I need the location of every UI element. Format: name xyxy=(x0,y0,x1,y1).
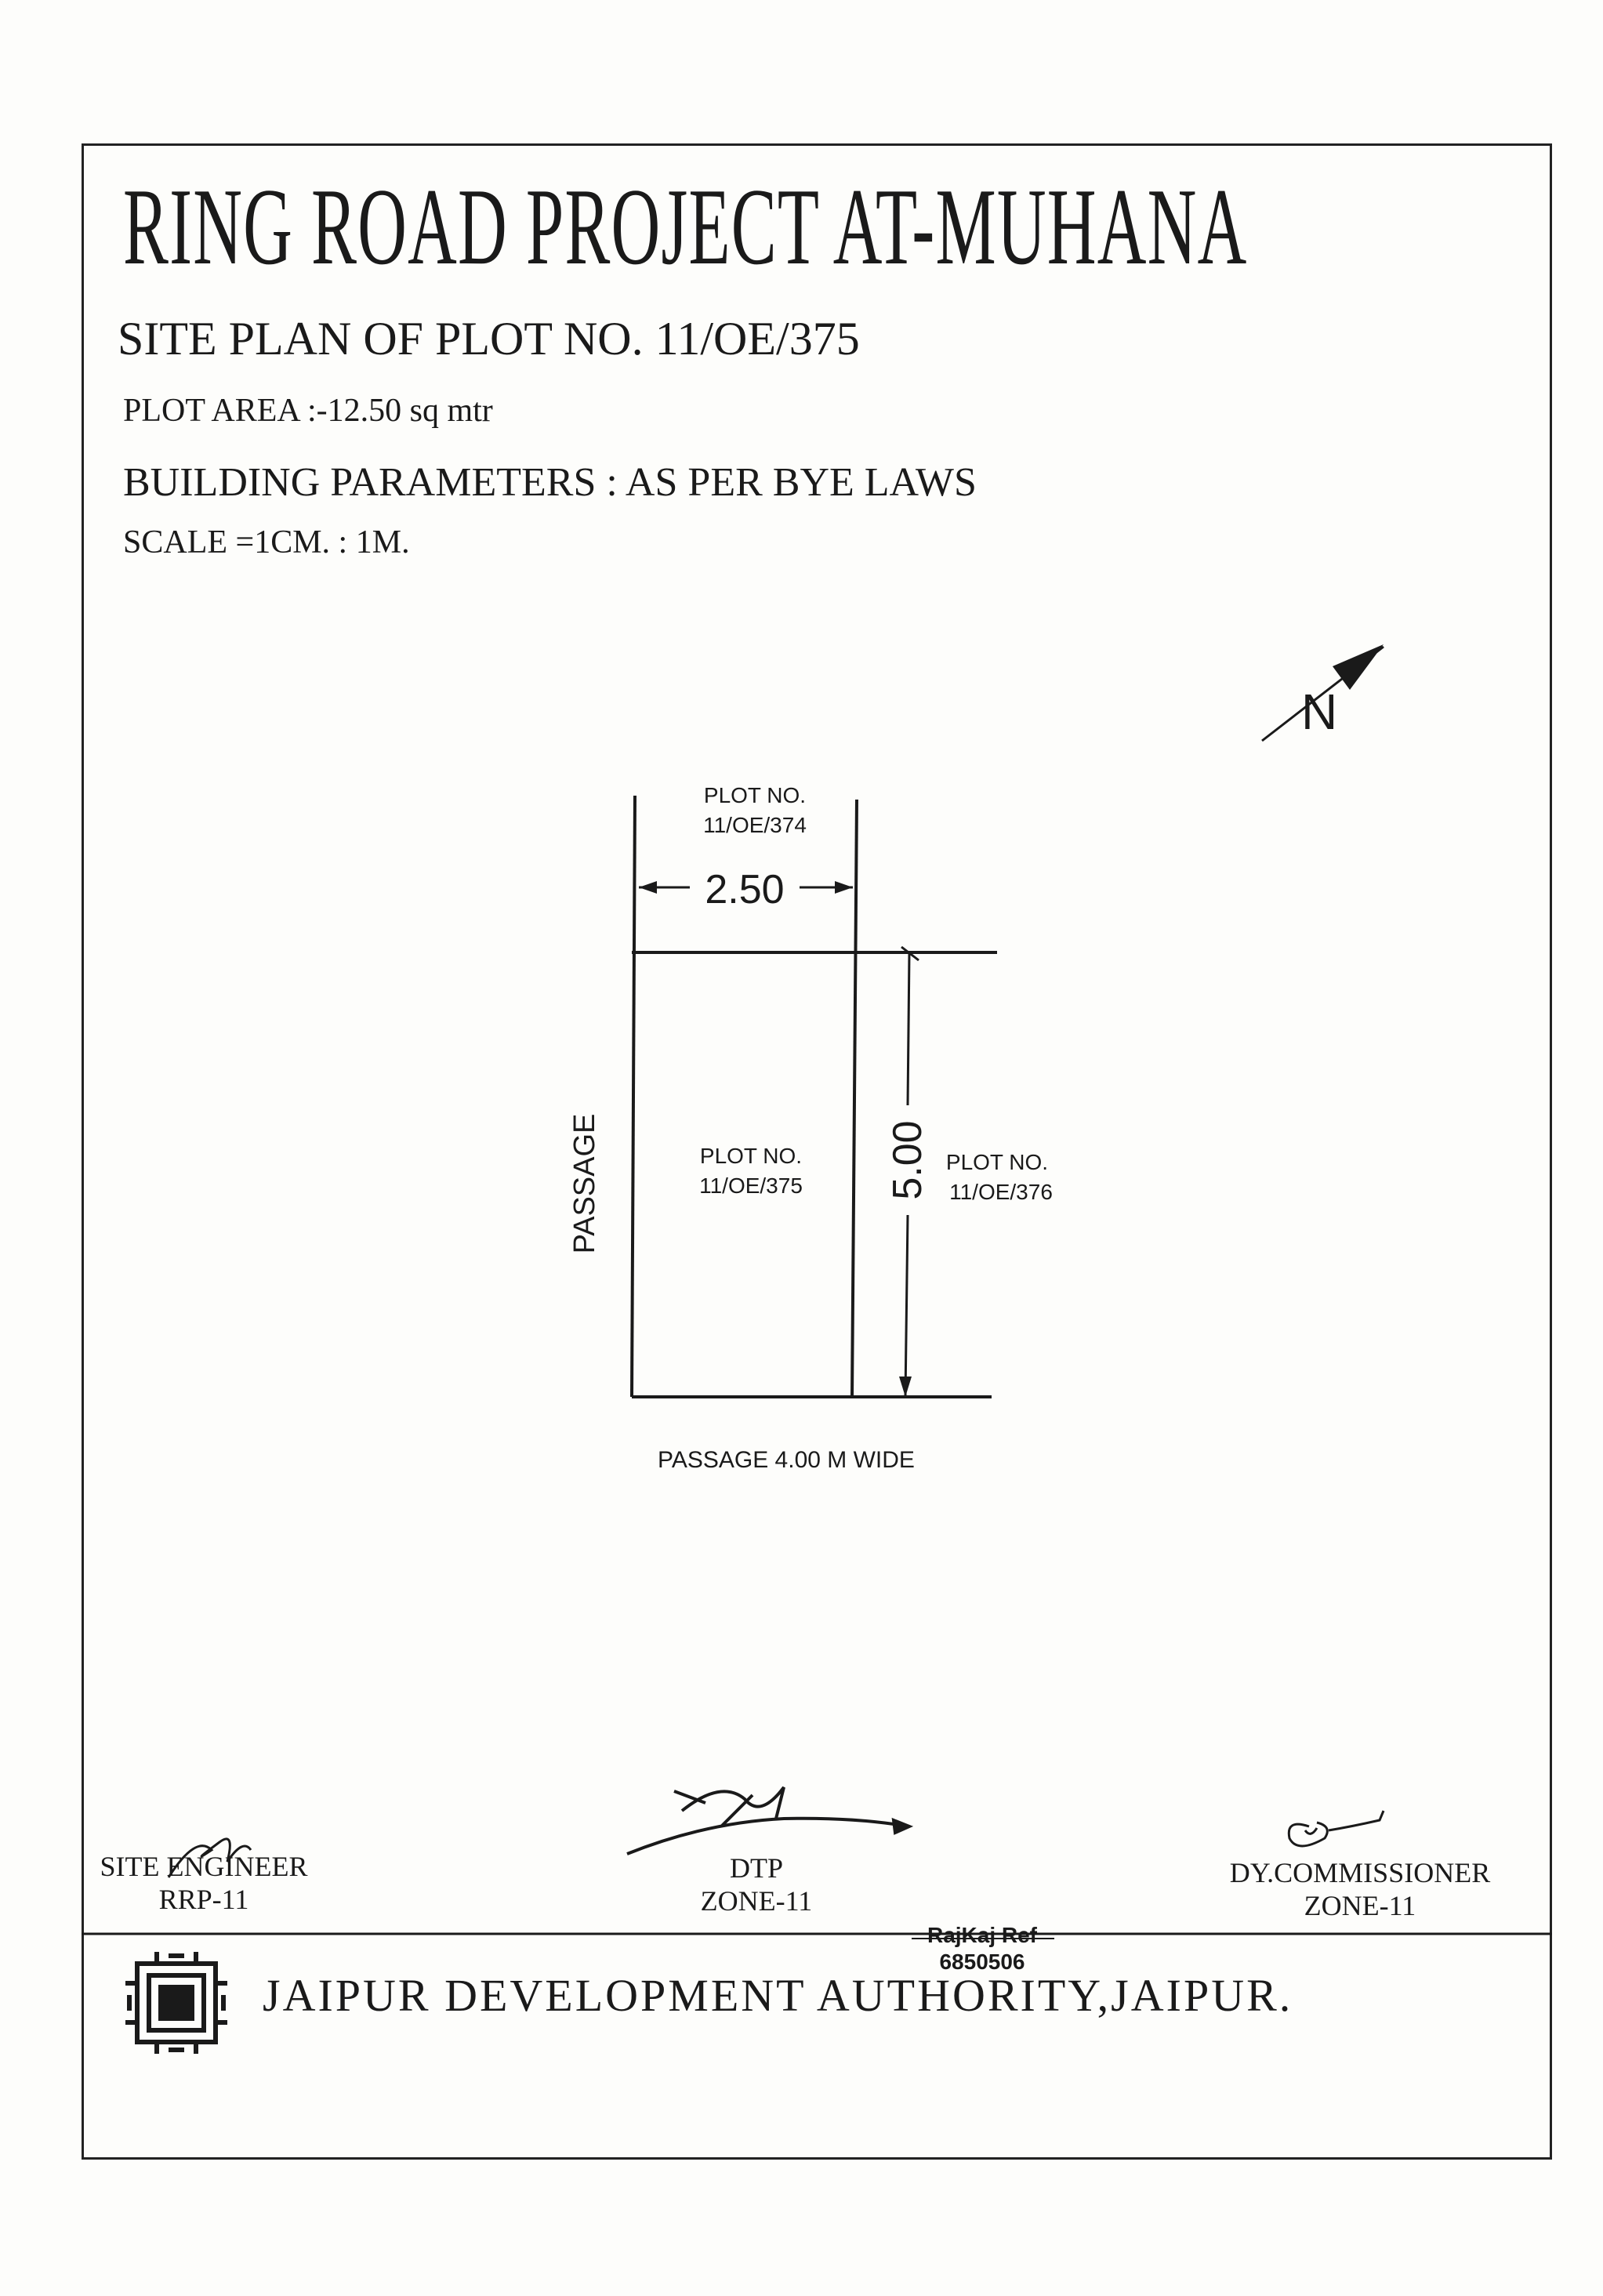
dtp-zone: ZONE-11 xyxy=(700,1885,813,1917)
length-dimension-label: 5.00 xyxy=(885,1120,930,1200)
north-label: N xyxy=(1301,684,1338,740)
site-engineer-title: SITE ENGINEER xyxy=(100,1851,308,1882)
plot-area-text: PLOT AREA :-12.50 sq mtr xyxy=(123,393,493,429)
building-parameters-text: BUILDING PARAMETERS : AS PER BYE LAWS xyxy=(123,460,977,505)
left-passage-label: PASSAGE xyxy=(568,1113,601,1254)
length-dimension xyxy=(885,947,930,1397)
north-arrow-icon xyxy=(1262,644,1384,741)
plot-374-label-line1: PLOT NO. xyxy=(703,783,807,807)
plot-376-label-line2: 11/OE/376 xyxy=(949,1180,1053,1204)
plot-outline xyxy=(632,796,997,1397)
dtp-title: DTP xyxy=(729,1852,783,1884)
scale-text: SCALE =1CM. : 1M. xyxy=(123,524,410,560)
width-dimension-label: 2.50 xyxy=(705,867,785,912)
dy-commissioner-signature xyxy=(1289,1811,1384,1846)
dy-commissioner-zone: ZONE-11 xyxy=(1304,1890,1416,1921)
dtp-signature xyxy=(627,1787,909,1854)
reference-label: RajKaj Ref xyxy=(927,1923,1038,1947)
authority-name: JAIPUR DEVELOPMENT AUTHORITY,JAIPUR. xyxy=(263,1970,1293,2021)
site-engineer-unit: RRP-11 xyxy=(158,1884,249,1915)
dy-commissioner-title: DY.COMMISSIONER xyxy=(1229,1857,1491,1888)
plot-375-label-line2: 11/OE/375 xyxy=(699,1173,803,1198)
plot-375-label-line1: PLOT NO. xyxy=(699,1144,803,1168)
bottom-passage-label: PASSAGE 4.00 M WIDE xyxy=(658,1447,915,1473)
document-title: RING ROAD PROJECT AT-MUHANA xyxy=(123,166,1248,288)
jda-logo-icon xyxy=(125,1952,227,2054)
reference-number: 6850506 xyxy=(939,1950,1025,1974)
plot-376-label-line1: PLOT NO. xyxy=(945,1150,1049,1174)
width-dimension xyxy=(639,867,853,912)
site-plan-heading: SITE PLAN OF PLOT NO. 11/OE/375 xyxy=(118,313,860,365)
plot-374-label-line2: 11/OE/374 xyxy=(703,813,807,837)
